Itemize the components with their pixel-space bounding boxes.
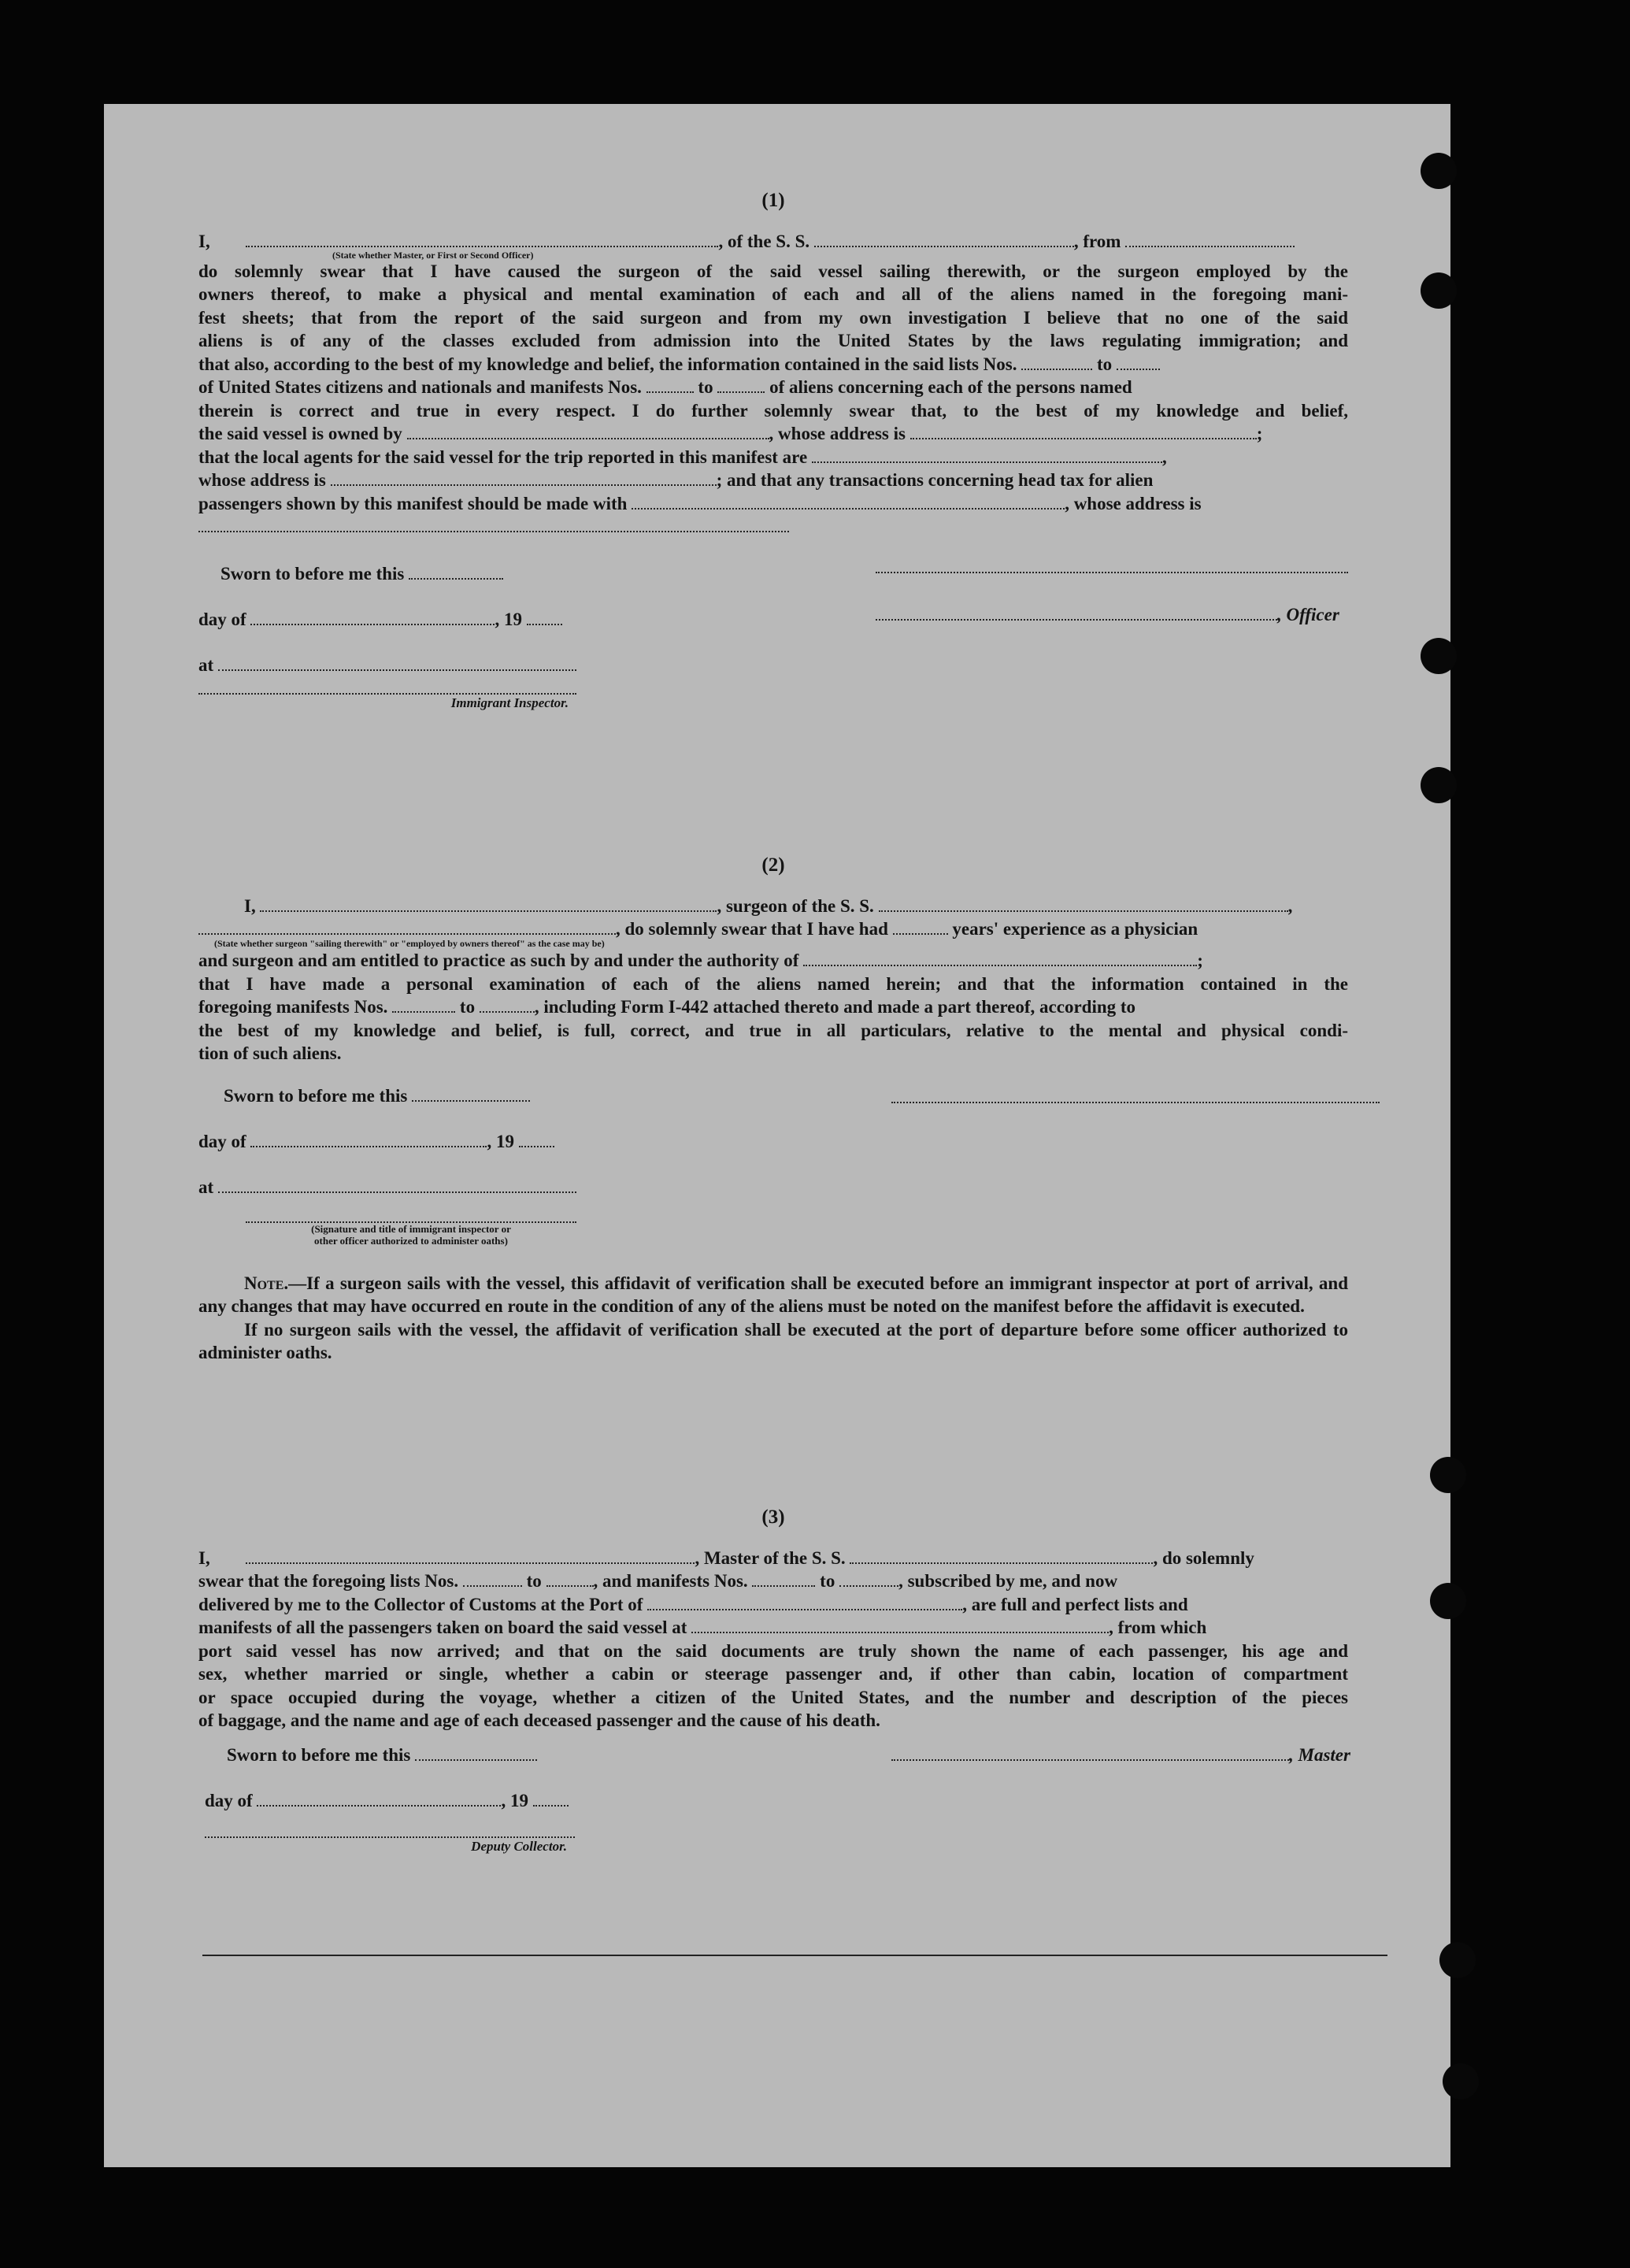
punch-hole (1421, 638, 1457, 674)
authority-field[interactable] (803, 965, 1197, 966)
master-name-field[interactable] (246, 1562, 695, 1564)
oath-line: of baggage, and the name and age of each deceased passenger and the cause of his death. (198, 1710, 880, 1730)
oath-line: therein is correct and true in every respect. I do further solemnly swear that, to the best of my knowledge and belief, (198, 400, 1348, 421)
head-tax-line: passengers shown by this manifest should be made with , whose address is (198, 493, 1202, 513)
manifest-to-field[interactable] (480, 1011, 535, 1013)
punch-hole (1443, 2063, 1479, 2099)
document-page (104, 104, 1450, 2167)
vessel-name-field[interactable] (814, 246, 1074, 247)
lists-nos-line: that also, according to the best of my knowledge and belief, the information contained in the said lists Nos. to (198, 353, 1348, 376)
list-to-field[interactable] (1117, 369, 1160, 370)
port-field[interactable] (647, 1609, 962, 1610)
owner-field[interactable] (407, 438, 769, 439)
agent-address-line: whose address is ; and that any transactions concerning head tax for alien (198, 470, 1154, 490)
section-number: (1) (761, 190, 785, 211)
oath-line: the best of my knowledge and belief, is full, correct, and true in all particulars, relative to the mental and physical condi- (198, 1020, 1348, 1040)
manifests-from-field[interactable] (752, 1585, 815, 1587)
oath-line: that I have made a personal examination of each of the aliens named herein; and that the information contained in the (198, 973, 1348, 994)
affidavit-section-1 (198, 189, 1348, 734)
officer-signature-field[interactable] (876, 619, 1277, 621)
oath-line: do solemnly swear that I have caused the surgeon of the said vessel sailing therewith, or the surgeon employed by the (198, 261, 1348, 281)
head-tax-agent-field[interactable] (632, 508, 1065, 510)
manifests-nos-line: of United States citizens and nationals and manifests Nos. to of aliens concerning each of the persons named (198, 377, 1132, 397)
section-number: (2) (761, 854, 785, 876)
punch-hole (1421, 767, 1457, 803)
manifest-from-field[interactable] (646, 391, 694, 393)
bottom-rule (202, 1955, 1387, 1956)
name-field[interactable] (246, 246, 718, 247)
head-tax-address-field[interactable] (198, 517, 789, 532)
punch-hole (1439, 1942, 1476, 1978)
affidavit-section-3: (3) I, , Master of the S. S. , do solemnly swear that the foregoing lists Nos. to , and manifests Nos. to , subscribed by me, and now delivered by me to the Collector of Customs at the Port of , are full and perfect lists and manifests of all the passengers taken on board the said vessel at , from which port said vessel has now arrived; and that on the said documents are truly shown the name of each passenger, his age and sex, whether married or single, whether a cabin or steerage passenger and, if other than cabin, location of compartment or space occupied during the voyage, whether a citizen of the United States, and the number and description of the pieces of baggage, and the name and age of each deceased passenger and the cause of his death. Sworn to before me this day of , 19 Deputy Collector. , Master (198, 1506, 1348, 1909)
local-agents-field[interactable] (812, 461, 1162, 463)
surgeon-name-field[interactable] (260, 910, 717, 912)
note-paragraph-2: If no surgeon sails with the vessel, the affidavit of verification shall be executed at the port of departure before some officer authorized to administer oaths. (198, 1319, 1348, 1362)
surgeon-vessel-field[interactable] (879, 910, 1288, 912)
officer-label: , Officer (1277, 604, 1339, 624)
oath-line: owners thereof, to make a physical and mental examination of each and all of the aliens named in the foregoing mani- (198, 284, 1348, 304)
master-label: , Master (1289, 1744, 1350, 1765)
jurat-block-3: Sworn to before me this day of , 19 Deputy Collector. , Master (205, 1744, 1350, 1854)
oath-line: aliens is of any of the classes excluded from admission into the United States by the laws regulating immigration; and (198, 331, 1348, 350)
sworn-day-field[interactable] (415, 1759, 537, 1761)
owned-by-line: the said vessel is owned by , whose address is ; (198, 424, 1263, 443)
manifest-to-field[interactable] (717, 391, 765, 393)
officer-signature-top[interactable] (876, 572, 1348, 573)
affidavit-section-2: (2) I, , surgeon of the S. S. , , do solemnly swear that I have had years' experience as a physician (State whether surgeon "sailing therewith" or "employed by owners thereof" as the case may be) and surgeon and am entitled to practice as such by and under the authority of ; that I have made a personal examination of each of the aliens named herein; and that the information contained in the foregoing manifests Nos. to , including Form I-442 attached thereto and made a part thereof, according to the best of my knowledge and belief, is full, correct, and true in all particulars, relative to the mental and physical condi- tion of such aliens. Sworn to before me this day of , 19 at (Signature and title of immigrant inspector or other officer authorized to administer oaths) Note.—If a surgeon sails with the vessel, this affidavit of verification shall be executed before an immigrant inspector at port of arrival, and any changes that may have occurred en route in the condition of any of the aliens must be noted on the manifest before the affidavit is executed. If no surgeon sails with the vessel, the affidavit of verification shall be executed at the port of departure before some officer authorized to administer oaths. (198, 854, 1348, 1365)
punch-hole (1421, 153, 1457, 189)
surgeon-status-field[interactable] (198, 933, 616, 935)
punch-hole (1430, 1583, 1466, 1619)
surgeon-signature-line[interactable] (891, 1102, 1380, 1103)
note-paragraph: Note.—If a surgeon sails with the vessel, this affidavit of verification shall be executed before an immigrant inspector at port of arrival, and any changes that may have occurred en route in the condition of any of the aliens must be noted on the manifest before the affidavit is executed. (198, 1273, 1348, 1316)
oath-line: tion of such aliens. (198, 1043, 342, 1063)
manifests-to-field[interactable] (839, 1585, 898, 1587)
sworn-place-field[interactable] (218, 1191, 576, 1193)
manifest-from-field[interactable] (392, 1011, 455, 1013)
sworn-month-field[interactable] (250, 624, 495, 625)
inspector-caption: Immigrant Inspector. (450, 695, 569, 710)
master-vessel-field[interactable] (850, 1562, 1153, 1564)
agent-address-field[interactable] (331, 484, 717, 486)
oath-line: sex, whether married or single, whether a cabin or steerage passenger and, if other than cabin, location of compartment (198, 1664, 1348, 1684)
local-agents-line: that the local agents for the said vessel for the trip reported in this manifest are , (198, 447, 1167, 467)
officer-caption: (State whether Master, or First or Second Officer) (332, 249, 534, 261)
sworn-year-field[interactable] (527, 624, 562, 625)
embark-port-field[interactable] (691, 1632, 1109, 1633)
punch-hole (1430, 1457, 1466, 1493)
punch-hole (1421, 272, 1457, 309)
oath-line: fest sheets; that from the report of the said surgeon and from my own investigation I believe that no one of the said (198, 307, 1348, 328)
oath-line: port said vessel has now arrived; and that on the said documents are truly shown the name of each passenger, his age and (198, 1640, 1348, 1661)
sworn-place-field[interactable] (218, 669, 576, 671)
jurat-block-1: Sworn to before me this day of , 19 at Immigrant Inspector. , Officer (198, 553, 1348, 734)
oath-line: or space occupied during the voyage, whether a citizen of the United States, and the number and description of the pieces (198, 1687, 1348, 1707)
sworn-day-field[interactable] (409, 578, 503, 580)
from-port-field[interactable] (1125, 246, 1295, 247)
surgeon-caption: (State whether surgeon "sailing therewith" or "employed by owners thereof" as the case may be) (214, 938, 605, 949)
deputy-caption: Deputy Collector. (471, 1838, 567, 1854)
owner-address-field[interactable] (910, 438, 1257, 439)
sworn-year-field[interactable] (533, 1805, 569, 1807)
years-experience-field[interactable] (893, 933, 948, 935)
sworn-month-field[interactable] (257, 1805, 501, 1807)
sworn-day-field[interactable] (412, 1100, 530, 1102)
master-signature-field[interactable] (891, 1759, 1289, 1761)
master-declaration-line: I, , of the S. S. , from (State whether Master, or First or Second Officer) (198, 230, 1348, 260)
lists-to-field[interactable] (546, 1585, 594, 1587)
jurat-block-2: Sworn to before me this day of , 19 at (Signature and title of immigrant inspector or other officer authorized to administer oaths) (198, 1075, 1348, 1272)
sworn-year-field[interactable] (519, 1146, 554, 1147)
lists-from-field[interactable] (463, 1585, 522, 1587)
sworn-month-field[interactable] (250, 1146, 487, 1147)
section-number: (3) (761, 1506, 785, 1528)
signature-caption: (Signature and title of immigrant inspector or other officer authorized to administer oaths) (311, 1222, 511, 1247)
list-from-field[interactable] (1021, 369, 1092, 370)
